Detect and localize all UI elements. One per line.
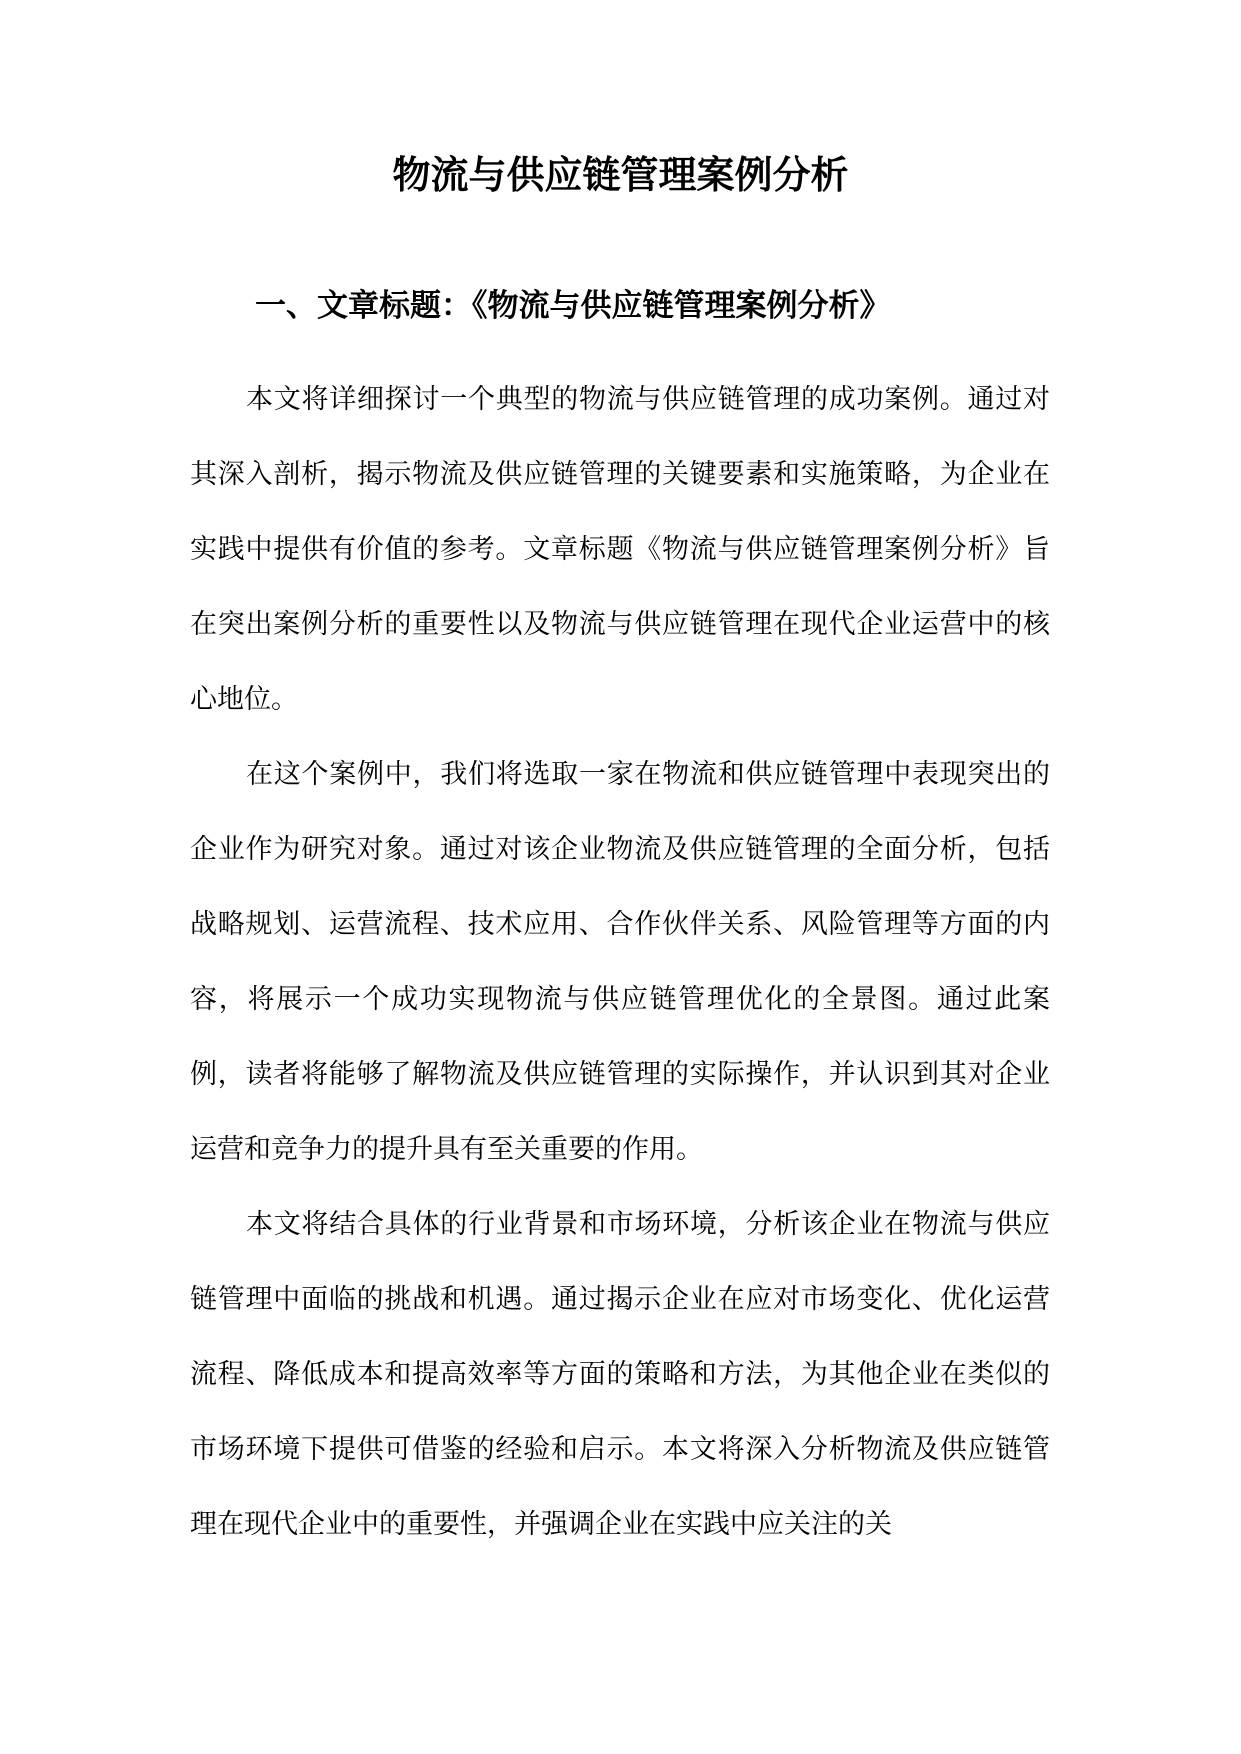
paragraph-1: 本文将详细探讨一个典型的物流与供应链管理的成功案例。通过对其深入剖析，揭示物流及供应链管理的关键要素和实施策略，为企业在实践中提供有价值的参考。文章标题《物流与供应链管理案例分析》旨在突出案例分析的重要性以及物流与供应链管理在现代企业运营中的核心地位。	[190, 384, 1050, 715]
section-heading: 一、文章标题：《物流与供应链管理案例分析》	[255, 288, 891, 324]
paragraph-3: 本文将结合具体的行业背景和市场环境，分析该企业在物流与供应链管理中面临的挑战和机遇。通过揭示企业在应对市场变化、优化运营流程、降低成本和提高效率等方面的策略和方法，为其他企业在类似的市场环境下提供可借鉴的经验和启示。本文将深入分析物流及供应链管理在现代企业中的重要性，并强调企业在实践中应关注的关	[190, 1209, 1050, 1540]
document-body	[190, 362, 1050, 1562]
paragraph-2: 在这个案例中，我们将选取一家在物流和供应链管理中表现突出的企业作为研究对象。通过对该企业物流及供应链管理的全面分析，包括战略规划、运营流程、技术应用、合作伙伴关系、风险管理等方面的内容，将展示一个成功实现物流与供应链管理优化的全景图。通过此案例，读者将能够了解物流及供应链管理的实际操作，并认识到其对企业运营和竞争力的提升具有至关重要的作用。	[190, 759, 1050, 1165]
document-title: 物流与供应链管理案例分析	[392, 152, 849, 197]
